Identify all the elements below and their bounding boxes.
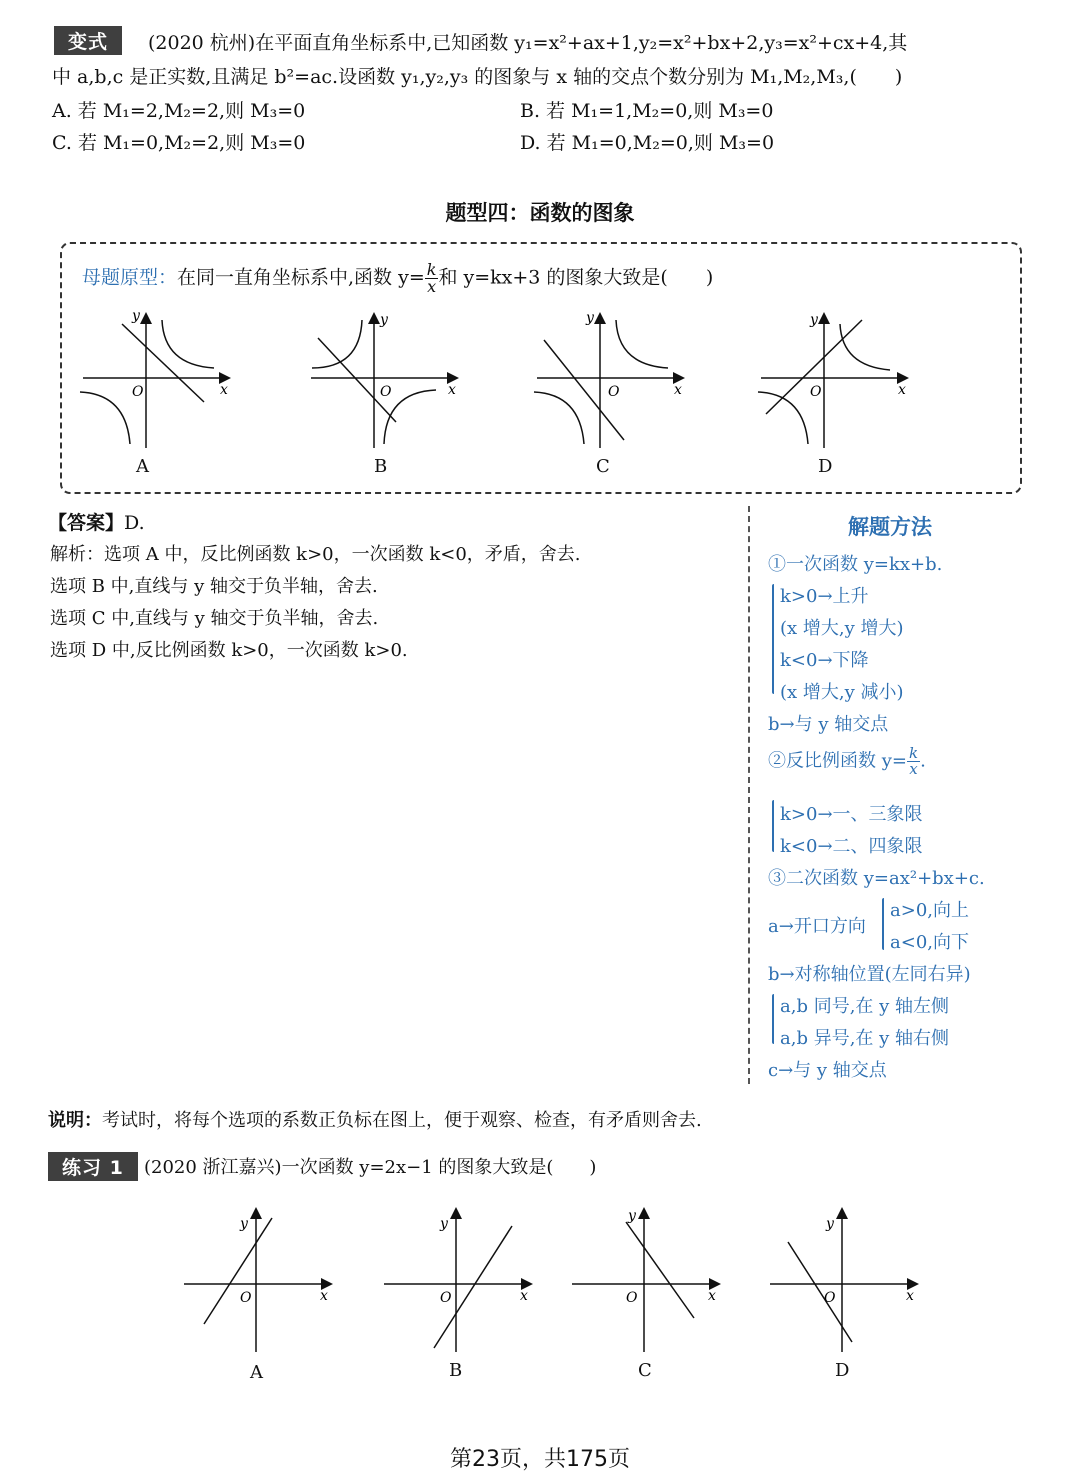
practice-graph-a (180, 1206, 336, 1356)
method-k-neg: k<0→下降 (780, 650, 869, 671)
axis-y-label: y (440, 1216, 448, 1232)
prototype-question (82, 262, 713, 295)
axis-x-label: x (708, 1288, 716, 1304)
prototype-graph-a (78, 310, 238, 450)
note (48, 1106, 702, 1132)
method-a-open: a→开口方向 (768, 916, 866, 937)
origin-label: O (380, 384, 392, 400)
variant-tag: 变式 (54, 26, 122, 55)
note-text: 考试时，将每个选项的系数正负标在图上，便于观察、检查，有矛盾则舍去. (102, 1110, 702, 1131)
section-title: 题型四：函数的图象 (445, 201, 635, 225)
variant-option-a: A. 若 M₁=2,M₂=2,则 M₃=0 (52, 100, 306, 122)
prototype-label: 母题原型： (82, 266, 178, 289)
prototype-text-after: 和 y=kx+3 的图象大致是( ) (438, 266, 714, 289)
origin-label: O (132, 384, 144, 400)
prototype-graph-label-c: C (596, 456, 610, 477)
column-divider (748, 506, 750, 1084)
practice-graph-d (766, 1206, 922, 1356)
axis-x-label: x (520, 1288, 528, 1304)
variant-line-1: (2020 杭州)在平面直角坐标系中,已知函数 y₁=x²+ax+1,y₂=x²+bx+2,y₃=x²+cx+4,其 (148, 32, 908, 54)
axis-x-label: x (674, 382, 682, 398)
method-ab-same: a,b 同号,在 y 轴左侧 (780, 996, 950, 1017)
practice-graph-c (568, 1206, 724, 1356)
prototype-graph-b (306, 310, 466, 450)
axis-x-label: x (448, 382, 456, 398)
method-ab-diff: a,b 异号,在 y 轴右侧 (780, 1028, 950, 1049)
prototype-fraction (425, 262, 439, 295)
method-b-line: b→与 y 轴交点 (768, 714, 889, 735)
axis-y-label: y (628, 1208, 636, 1224)
fraction-denominator: x (427, 277, 437, 296)
origin-label: O (626, 1290, 638, 1306)
variant-option-b: B. 若 M₁=1,M₂=0,则 M₃=0 (520, 100, 774, 122)
method-a-neg: a<0,向下 (890, 932, 969, 953)
axis-x-label: x (906, 1288, 914, 1304)
method-brace-2 (772, 800, 774, 852)
axis-y-label: y (826, 1216, 834, 1232)
method-a-pos: a>0,向上 (890, 900, 969, 921)
axis-y-label: y (380, 312, 388, 328)
origin-label: O (240, 1290, 252, 1306)
axis-y-label: y (810, 312, 818, 328)
axis-y-label: y (586, 310, 594, 326)
method-fraction-numerator: k (908, 744, 919, 762)
answer-value: D. (124, 512, 145, 534)
prototype-graph-label-a: A (136, 456, 149, 477)
method-b-axis: b→对称轴位置(左同右异) (768, 964, 971, 985)
answer-line-1: 解析：选项 A 中，反比例函数 k>0，一次函数 k<0，矛盾，舍去. (50, 544, 581, 565)
origin-label: O (440, 1290, 452, 1306)
origin-label: O (608, 384, 620, 400)
page-footer: 第23页，共175页 (450, 1447, 630, 1472)
axis-x-label: x (220, 382, 228, 398)
answer-heading (48, 508, 145, 535)
practice-graph-label-a: A (250, 1362, 263, 1383)
answer-label: 【答案】 (48, 512, 125, 534)
practice-graph-b (380, 1206, 536, 1356)
axis-y-label: y (132, 310, 140, 324)
method-title: 解题方法 (848, 515, 932, 539)
practice-tag: 练习 1 (48, 1152, 138, 1181)
prototype-graph-label-b: B (374, 456, 388, 477)
method-brace-4 (772, 994, 774, 1044)
axis-y-label: y (240, 1216, 248, 1232)
axis-x-label: x (320, 1288, 328, 1304)
practice-graph-label-d: D (835, 1360, 850, 1381)
variant-line-2: 中 a,b,c 是正实数,且满足 b²=ac.设函数 y₁,y₂,y₃ 的图象与 x 轴的交点个数分别为 M₁,M₂,M₃,( ) (52, 66, 903, 88)
practice-graph-label-b: B (449, 1360, 463, 1381)
prototype-text-before: 在同一直角坐标系中,函数 y= (177, 266, 425, 289)
method-rk-neg: k<0→二、四象限 (780, 836, 923, 857)
practice-graph-label-c: C (638, 1360, 652, 1381)
variant-option-c: C. 若 M₁=0,M₂=2,则 M₃=0 (52, 132, 306, 154)
method-brace-1 (772, 584, 774, 694)
method-item-1: ①一次函数 y=kx+b. (768, 554, 943, 575)
prototype-graph-c (532, 310, 692, 450)
axis-x-label: x (898, 382, 906, 398)
note-label: 说明： (48, 1110, 102, 1131)
method-k-neg-note: (x 增大,y 减小) (780, 682, 904, 703)
origin-label: O (824, 1290, 836, 1306)
method-rk-pos: k>0→一、三象限 (780, 804, 923, 825)
method-item-3: ③二次函数 y=ax²+bx+c. (768, 868, 985, 889)
method-item-2-before: ②反比例函数 y= (768, 750, 907, 772)
method-item-2 (768, 746, 926, 777)
fraction-numerator: k (426, 260, 437, 279)
method-brace-3 (882, 898, 884, 950)
method-fraction (907, 746, 920, 777)
method-k-pos-note: (x 增大,y 增大) (780, 618, 904, 639)
answer-line-3: 选项 C 中,直线与 y 轴交于负半轴，舍去. (50, 608, 379, 629)
prototype-graph-d (756, 310, 916, 450)
method-item-2-after: . (920, 750, 926, 772)
method-k-pos: k>0→上升 (780, 586, 869, 607)
origin-label: O (810, 384, 822, 400)
method-fraction-denominator: x (909, 760, 918, 778)
practice-text: (2020 浙江嘉兴)一次函数 y=2x−1 的图象大致是( ) (144, 1157, 597, 1178)
answer-line-2: 选项 B 中,直线与 y 轴交于负半轴，舍去. (50, 576, 378, 597)
variant-option-d: D. 若 M₁=0,M₂=0,则 M₃=0 (520, 132, 775, 154)
method-c-line: c→与 y 轴交点 (768, 1060, 887, 1081)
answer-line-4: 选项 D 中,反比例函数 k>0，一次函数 k>0. (50, 640, 408, 661)
prototype-graph-label-d: D (818, 456, 833, 477)
